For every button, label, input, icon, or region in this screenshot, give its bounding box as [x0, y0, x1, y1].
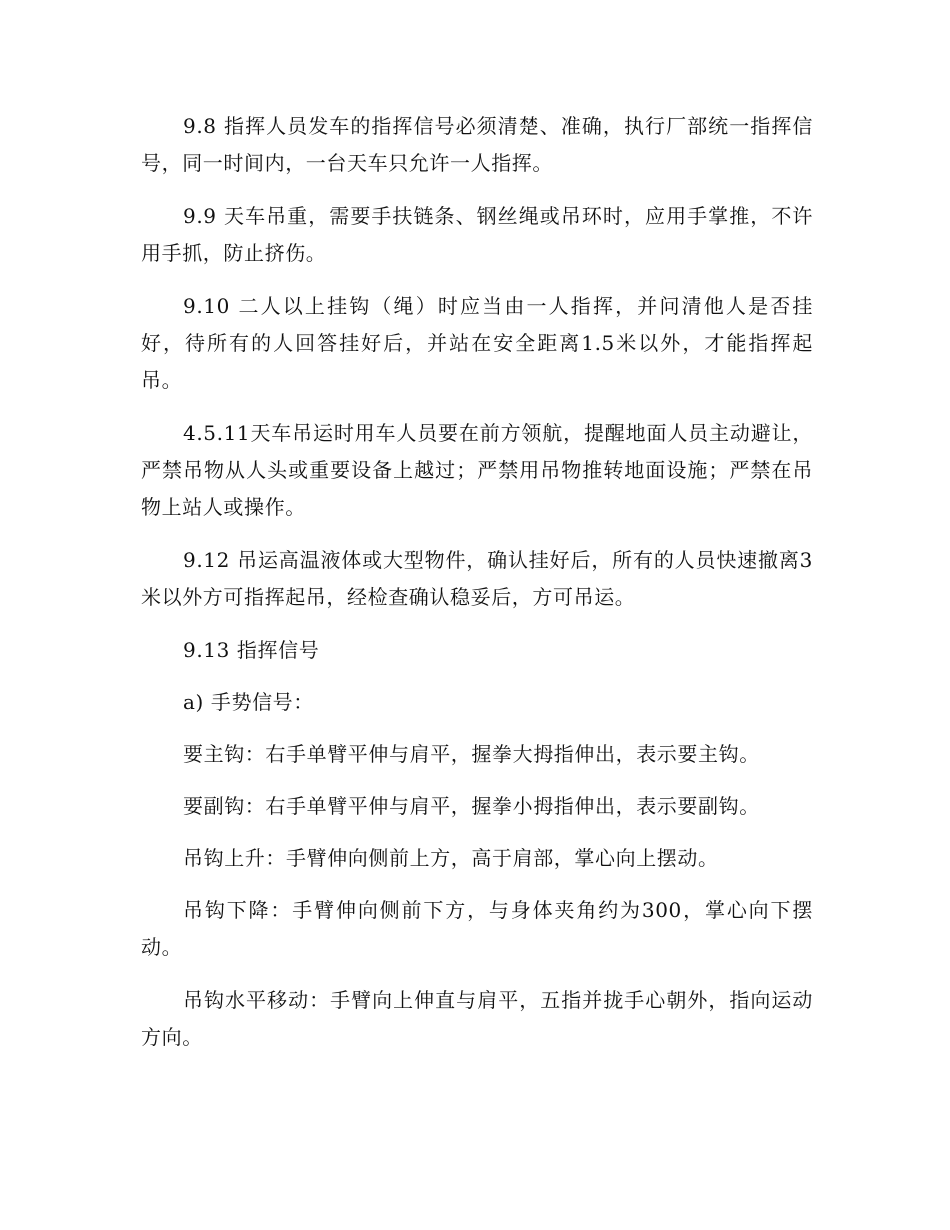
signal-hook-horizontal-move: 吊钩水平移动：手臂向上伸直与肩平，五指并拢手心朝外，指向运动方向。 [141, 988, 813, 1049]
heading-9-13: 9.13 指挥信号 [183, 638, 320, 662]
signal-main-hook: 要主钩：右手单臂平伸与肩平，握拳大拇指伸出，表示要主钩。 [183, 742, 760, 766]
paragraph-4-5-11: 4.5.11天车吊运时用车人员要在前方领航，提醒地面人员主动避让，严禁吊物从人头或重要设备上越过；严禁用吊物推转地面设施；严禁在吊物上站人或操作。 [141, 421, 813, 519]
document-body [141, 108, 813, 1056]
paragraph-9-9: 9.9 天车吊重，需要手扶链条、钢丝绳或吊环时，应用手掌推，不许用手抓，防止挤伤。 [141, 204, 813, 265]
signal-hook-raise: 吊钩上升：手臂伸向侧前上方，高于肩部，掌心向上摆动。 [183, 846, 719, 870]
paragraph-9-10: 9.10 二人以上挂钩（绳）时应当由一人指挥，并问清他人是否挂好，待所有的人回答挂好后，并站在安全距离1.5米以外，才能指挥起吊。 [141, 294, 813, 392]
paragraph-9-12: 9.12 吊运高温液体或大型物件，确认挂好后，所有的人员快速撤离3米以外方可指挥起吊，经检查确认稳妥后，方可吊运。 [141, 548, 813, 609]
signal-hook-lower: 吊钩下降：手臂伸向侧前下方，与身体夹角约为300，掌心向下摆动。 [141, 898, 813, 959]
signal-auxiliary-hook: 要副钩：右手单臂平伸与肩平，握拳小拇指伸出，表示要副钩。 [183, 794, 760, 818]
paragraph-9-8: 9.8 指挥人员发车的指挥信号必须清楚、准确，执行厂部统一指挥信号，同一时间内，一台天车只允许一人指挥。 [141, 114, 813, 175]
subheading-gesture-signals: a) 手势信号： [183, 690, 314, 714]
